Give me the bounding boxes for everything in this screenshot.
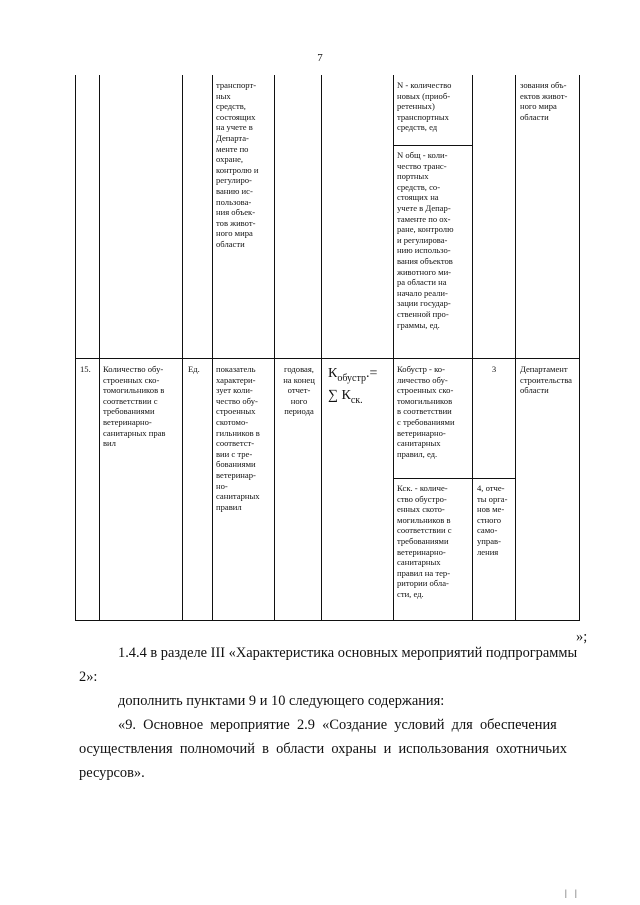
row15-unit: Ед. bbox=[188, 364, 200, 374]
paragraph-line-5: осуществления полномочий в области охраны и использования охотничьих bbox=[79, 741, 567, 757]
table-border-bottom bbox=[75, 620, 580, 621]
col-divider bbox=[212, 75, 213, 621]
footer-mark: | | bbox=[565, 888, 580, 898]
col-divider bbox=[321, 75, 322, 621]
row15-indicator-name: Количество обу- строенных ско- томогильников в соответствии с требованиями ветеринарно- санитарных прав вил bbox=[103, 364, 166, 449]
paragraph-line-4: «9. Основное мероприятие 2.9 «Создание условий для обеспечения bbox=[118, 717, 557, 733]
paragraph-line-2: 2»: bbox=[79, 669, 98, 685]
row15-variable-kobustr: Кобустр - ко- личество обу- строенных ско- томогильников в соответствии с требованиями ветеринарно- санитарных правил, ед. bbox=[397, 364, 455, 459]
row15-number: 15. bbox=[80, 364, 91, 374]
row15-source-b: 4, отче- ты орга- нов ме- стного само- управ- ления bbox=[477, 483, 508, 557]
row15-formula bbox=[328, 366, 392, 408]
row15-description: показатель характери- зует коли- чество обу- строенных скотомо- гильников в соответст- вии с тре- бованиями ветеринар- но- санитарных правил bbox=[216, 364, 260, 512]
row-divider bbox=[393, 478, 515, 479]
col-divider bbox=[515, 75, 516, 621]
row15-variable-ksk: Кск. - количе- ство обустро- енных ското- могильников в соответствии с требованиями ветеринарно- санитарных правил на тер- ритории обла- сти, ед. bbox=[397, 483, 452, 599]
row-divider bbox=[75, 358, 580, 359]
col-divider bbox=[393, 75, 394, 621]
row15-source-a: 3 bbox=[491, 364, 497, 374]
paragraph-line-3: дополнить пунктами 9 и 10 следующего содержания: bbox=[118, 693, 445, 709]
table-border-left bbox=[75, 75, 76, 621]
cont-cell-variable-new: N - количество новых (приоб- ретенных) транспортных средств, ед bbox=[397, 80, 452, 133]
row-divider bbox=[393, 145, 473, 146]
closing-quote: »; bbox=[576, 629, 588, 645]
paragraph-line-1: 1.4.4 в разделе III «Характеристика основных мероприятий подпрограммы bbox=[118, 645, 578, 661]
page-number: 7 bbox=[317, 52, 323, 64]
cont-cell-variable-total: N общ - коли- чество транс- портных средств, со- стоящих на учете в Депар- таменте по ох- ране, контролю и регулирова- нию использо- вания объектов животного ми- ра области на начало реали- зации государ- ственной про- граммы, ед. bbox=[397, 150, 454, 330]
col-divider bbox=[99, 75, 100, 621]
formula-denominator: ∑ $К_{ск.}$ bbox=[328, 387, 363, 406]
row15-periodicity: годовая, на конец отчет- ного периода bbox=[283, 364, 315, 417]
row15-responsible: Департамент строительства области bbox=[520, 364, 572, 396]
cont-cell-responsible: зования объ- ектов живот- ного мира области bbox=[520, 80, 568, 122]
table-border-right bbox=[579, 75, 580, 621]
formula-numerator: $К_{обустр}.=$ bbox=[328, 366, 378, 384]
col-divider bbox=[182, 75, 183, 621]
cont-cell-description: транспорт- ных средств, состоящих на учете в Департа- менте по охране, контролю и регулиро- ванию ис- пользова- ния объек- тов живот- ного мира области bbox=[216, 80, 259, 249]
paragraph-line-6: ресурсов». bbox=[79, 765, 145, 781]
col-divider bbox=[274, 75, 275, 621]
col-divider bbox=[472, 75, 473, 621]
